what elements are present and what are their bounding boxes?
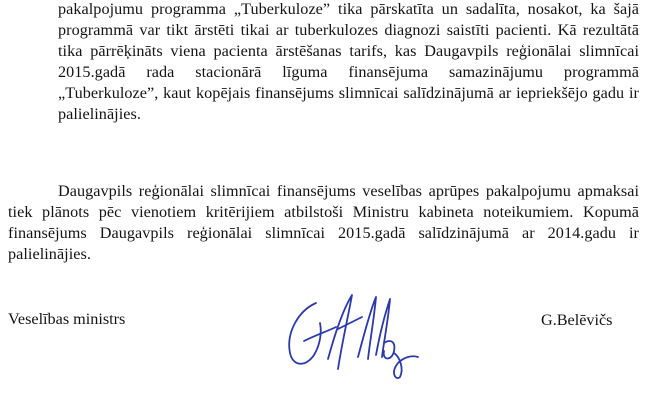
handwritten-signature <box>276 281 426 381</box>
paragraph-2: Daugavpils reģionālai slimnīcai finansējums veselības aprūpes pakalpojumu apmaksai tiek plānots pēc vienotiem kritērijiem atbilstoši Ministru kabineta noteikumiem. Kopumā finansējums Daugavpils reģionālai slimnīcai 2015.gadā salīdzinājumā ar 2014.gadu ir palielinājies. <box>8 182 639 263</box>
paragraph-1: pakalpojumu programma „Tuberkuloze” tika pārskatīta un sadalīta, nosakot, ka šajā programmā var tikt ārstēti tikai ar tuberkulozes diagnozi saistīti pacienti. Kā rezultātā tika pārrēķināts viena pacienta ārstēšanas tarifs, kas Daugavpils reģionālai slimnīcai 2015.gadā rada stacionārā līguma finansējuma samazinājumu programmā „Tuberkuloze”, kaut kopējais finansējums slimnīcai salīdzinājumā ar iepriekšējo gadu ir palielinājies. <box>58 0 639 123</box>
signer-title: Veselības ministrs <box>8 310 126 328</box>
signer-name: G.Belēvičs <box>541 311 613 329</box>
